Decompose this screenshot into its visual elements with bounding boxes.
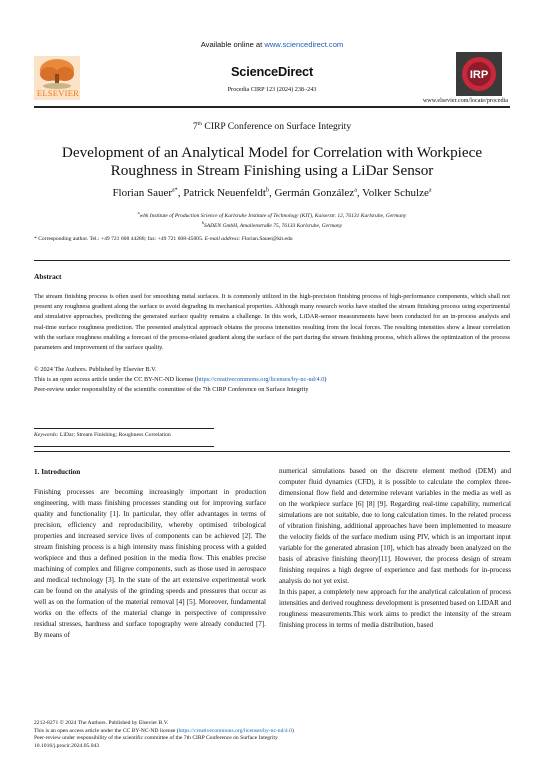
- author-name: Patrick Neuenfeldt: [183, 187, 266, 199]
- right-column: [279, 466, 511, 631]
- author-name: Volker Schulze: [362, 187, 429, 199]
- sciencedirect-title: ScienceDirect: [230, 64, 314, 79]
- header-rule: [34, 106, 510, 108]
- section-heading-introduction: 1. Introduction: [34, 468, 81, 476]
- abstract-heading: Abstract: [34, 272, 62, 281]
- author-list: Florian Sauer$^{a*}$, Patrick Neuenfeldt$^b$, Germán González$^a$, Volker Schulze$^a$: [112, 187, 432, 199]
- abstract-top-rule: [34, 260, 510, 261]
- title-line: Roughness in Stream Finishing using a LiDar Sensor: [110, 162, 434, 180]
- body-top-rule: [34, 451, 510, 452]
- keywords-rule: [34, 428, 214, 429]
- cirp-logo-text: IRP: [469, 69, 489, 81]
- corresponding-author: * Corresponding author. Tel.: +49 721 608 44288; fax: +49 721 608-45005. E-mail address: Florian.Sauer@kit.edu: [34, 236, 293, 242]
- peer-review-line: Peer-review under responsibility of the scientific committee of the 7th CIRP Conference on Surface Integrity: [34, 386, 309, 393]
- conference-name: 7th CIRP Conference on Surface Integrity: [192, 121, 352, 133]
- sciencedirect-link[interactable]: www.sciencedirect.com: [264, 40, 344, 49]
- intro-paragraph-approach: In this paper, a completely new approach for the analytical calculation of process intensities and derived roughness development is presented based on LIDAR and roughness measurements.This work aims to predict the intensity of the stream finishing process in terms of media distribution, based: [279, 588, 511, 629]
- corresponding-email[interactable]: Florian.Sauer@kit.edu: [240, 236, 293, 242]
- availability-prefix: Available online at: [200, 40, 265, 49]
- license-line: This is an open access article under the CC BY-NC-ND license (https://creativecommons.org/licenses/by-nc-nd/4.0): [34, 376, 327, 383]
- availability-line: [0, 40, 544, 49]
- left-column: [34, 466, 266, 641]
- footer-peer-review: Peer-review under responsibility of the scientific committee of the 7th CIRP Conference on Surface Integrity: [34, 735, 278, 741]
- footer-doi[interactable]: 10.1016/j.procir.2024.05.043: [34, 742, 100, 749]
- journal-url[interactable]: www.elsevier.com/locate/procedia: [422, 97, 508, 104]
- paper-title: [40, 144, 504, 180]
- footer-license-link[interactable]: https://creativecommons.org/licenses/by-nc-nd/4.0: [178, 727, 292, 734]
- footer-issn: 2212-8271 © 2024 The Authors. Published by Elsevier B.V.: [34, 720, 169, 726]
- copyright-line: © 2024 The Authors. Published by Elsevier B.V.: [34, 366, 157, 373]
- abstract-body: The stream finishing process is often used for smoothing metal surfaces. It is commonly utilized in the high-precision finishing process of high-performance components, which shall not present any roughness gradient along the surface to avoid degrading its mechanical properties. Although many research works have studied the stream finishing process using experimental and simulative approaches, predicting the generated surface quality remains a challenge. In this work, LiDAR-sensor measurements have been conducted for an in-process analysis and real-time surface roughness prediction. The presented analytical approach obtains the process intensities resulting from the local forces. The resulting intensities show a linear correlation with the surface roughness enabling a forecast of the process-related gradient along the surface of the part during the stream finishing process, which allows the optimization of the process parameters and improvement of the surface quality.: [34, 293, 510, 352]
- license-link[interactable]: https://creativecommons.org/licenses/by-nc-nd/4.0: [196, 376, 325, 383]
- keywords: Keywords: LiDar; Stream Finishing; Roughness Correlation: [34, 432, 171, 438]
- affiliation-a: $^a$wbk Institute of Production Science of Karlsruhe Institute of Technology (KIT), Kaiserstr. 12, 76131 Karlsruhe, Germany: [137, 210, 407, 219]
- keywords-bottom-rule: [34, 446, 214, 447]
- title-line: Development of an Analytical Model for Correlation with Workpiece: [61, 144, 483, 161]
- affiliation-b: $^b$SADEN GmbH, Amalienstraße 75, 76133 Karlsruhe, Germany: [201, 220, 343, 229]
- author-name: Florian Sauer: [112, 187, 173, 199]
- author-name: Germán González: [274, 187, 355, 199]
- journal-reference: Procedia CIRP 123 (2024) 238–243: [227, 86, 317, 93]
- intro-paragraph-continued: numerical simulations based on the discrete element method (DEM) and computer fluid dynamics (CFD), it is possible to calculate the complex three-dimensional flow field and determine relevant variables in the media as well as on the workpiece surface [6] [8] [9]. Regarding real-time capability, numerical simulations are not suitable, due to long calculation times. In the related process of vibration finishing, additional approaches have been implemented to measure the velocity fields of the surface medium using PIV, which is an important input variable for the generated abrasion [10], which has already been analyzed on the basis of abrasive finishing theory[11]. However, the process design of stream finishing requires a high degree of experience and fast methods for in-process analysis do not yet exist.: [279, 467, 511, 585]
- footer-license: This is an open access article under the CC BY-NC-ND license (https://creativecommons.org/licenses/by-nc-nd/4.0): [34, 727, 294, 734]
- cirp-logo: [456, 52, 502, 96]
- elsevier-wordmark: ELSEVIER: [36, 88, 80, 98]
- intro-paragraph: Finishing processes are becoming increasingly important in production engineering, with mass finishing processes standing out for improving surface quality and functionality [1]. In particular, they offer advantages in terms of precision, efficiency and reproducibility, whereby optimised tribological properties and increased service lives of components can be achieved [2]. The stream finishing process is a high intensity mass finishing process with a guided workpiece and thus a defined position in the media flow. This enables precise machining of complex and filigree components, such as those used in aerospace and medical technology [3]. In the state of the art extensive experimental work can be found on the analysis of the grinding speeds and pressures that occur as well as on the formation of the material removal [4] [5]. Moreover, fundamental works on the effects of the material change in perspective of compressive residual stresses, hardness and surface topography were already conducted [7]. By means of: [34, 488, 266, 639]
- footer: [34, 720, 294, 750]
